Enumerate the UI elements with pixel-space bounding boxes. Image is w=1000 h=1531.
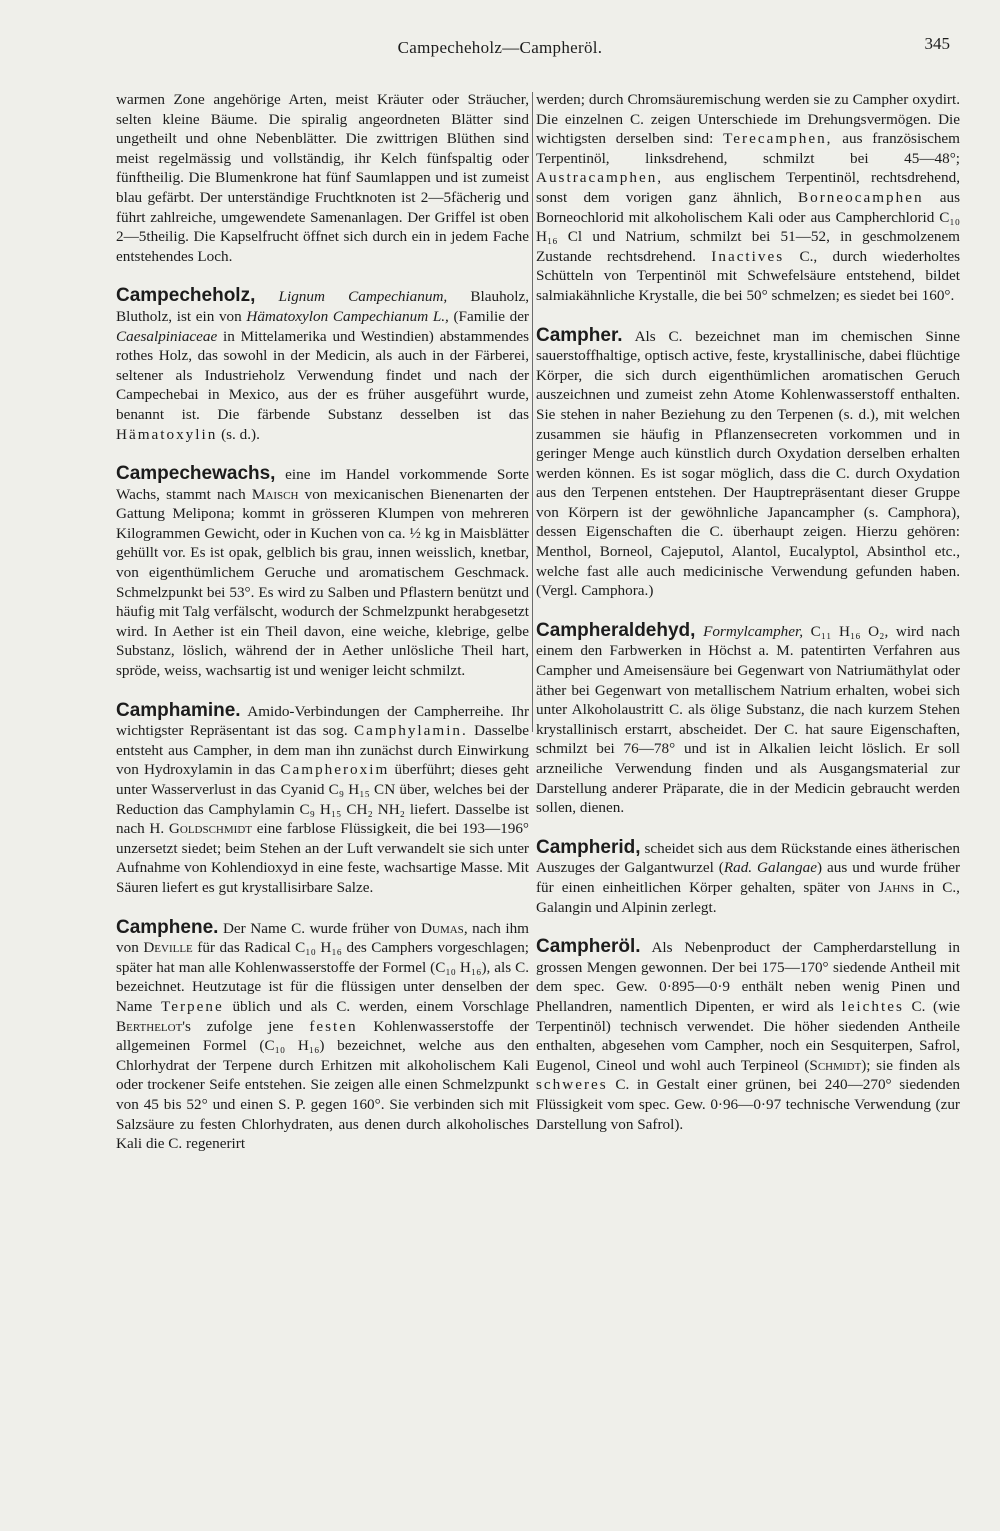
text-segment: 's zufolge jene xyxy=(182,1017,310,1035)
running-title: Campecheholz—Campheröl. xyxy=(397,38,603,57)
text-segment: Schmidt xyxy=(809,1056,862,1074)
text-segment: Terpene xyxy=(161,997,224,1015)
text-segment: in Mittelamerika und Westindien) abstammendes rothes Holz, das sowohl in der Medicin, als auch in der Färberei, seltener als Industrieholz Verwendung findet und nach der Campechebai in Mexico, aus der es früher ausgeführt wurde, benannt ist. Die färbende Substanz desselben ist das xyxy=(116,327,529,423)
headword-campechewachs: Campechewachs, xyxy=(116,463,276,485)
headword-campecheholz: Campecheholz, xyxy=(116,285,256,307)
right-column xyxy=(536,90,960,1134)
text-segment: Austracamphen, xyxy=(536,169,664,187)
text-segment: Goldschmidt xyxy=(168,820,252,838)
intro-paragraph-right xyxy=(536,90,960,306)
column-divider xyxy=(532,92,533,732)
page-number: 345 xyxy=(924,34,950,53)
text-segment: eine farblose Flüssigkeit, die bei 193—196° unzersetzt siedet; beim Stehen an der Luft verwandelt sie sich unter Aufnahme von Kohlendioxyd in eine feste, wachsartige Masse. Mit Säuren liefert es gut krystallisirbare Salze. xyxy=(116,820,530,896)
text-segment: (Familie der xyxy=(448,307,529,325)
text-segment: Dumas xyxy=(421,919,464,937)
text-segment: Borneocamphen xyxy=(798,188,924,206)
text-segment: C., durch wiederholtes Schütteln von Terpentinöl mit Schwefelsäure entstehend, bildet salmiakähnliche Krystalle, die bei 50° schmelzen; es siedet bei 160°. xyxy=(536,247,960,304)
text-segment: üblich und als C. werden, einem Vorschlage xyxy=(223,997,529,1015)
text-segment: werden; durch Chromsäuremischung werden sie zu Campher oxydirt. Die einzelnen C. zeigen Unterschiede im Drehungsvermögen. Die wichtigsten derselben sind: xyxy=(536,91,960,148)
text-segment: eine im Handel vorkommende Sorte Wachs, stammt nach xyxy=(116,466,529,503)
left-column xyxy=(116,90,529,1154)
entry-camphamine xyxy=(116,701,529,898)
text-segment: für das Radical C₁₀ H₁₆ des Camphers vorgeschlagen; später hat man alle Kohlenwasserstoffe der Formel (C₁₀ H₁₆), als C. bezeichnet. Heutzutage ist für die flüssigen unter denselben der Name xyxy=(116,939,530,1015)
entry-campechewachs xyxy=(116,464,529,681)
text-segment: schweres xyxy=(536,1076,608,1094)
text-segment: Dasselbe entsteht aus Campher, in dem man ihn zunächst durch Einwirkung von Hydroxylamin in das xyxy=(116,722,529,779)
text-segment: C. (wie Terpentinöl) technisch verwendet. Die höher siedenden Antheile enthalten, abgesehen vom Campher, noch ein Sesquiterpen, Safrol, Eugenol, Cineol und wohl auch Terpineol ( xyxy=(536,997,960,1074)
text-segment: Kohlenwasserstoffe der allgemeinen Formel (C₁₀ H₁₆) bezeichnet, welche aus den Chlorhydrat der Terpene durch Erhitzen mit alkoholischem Kali oder trockener Seife entstehen. Sie zeigen alle einen Schmelzpunkt von 45 bis 52° und einen S. P. gegen 160°. Sie verbinden sich mit Salzsäure zu festen Chlorhydraten, aus denen durch alkoholisches Kali die C. regenerirt xyxy=(116,1017,529,1153)
text-segment: ); sie finden als xyxy=(861,1056,960,1074)
text-segment: in C., Galangin und Alpinin zerlegt. xyxy=(536,878,960,916)
text-segment: C₁₁ H₁₆ O₂, wird nach einem den Farbwerken in Höchst a. M. patentirten Verfahren aus Campher und Ameisensäure bei Gegenwart von Natriumäthylat oder äther bei Gegenwart von metallischem Natrium erhalten, wobei sich unter Alkoholaustritt C. als ölige Substanz, die nach kurzem Stehen krystallinisch erstarrt, abscheidet. Der C. hat saure Eigenschaften, schmilzt bei 76—78° und ist in Alkalien leicht löslich. Er soll arzneiliche Verwendung finden und als Ausgangsmaterial zur Darstellung anderer Präparate, die in der Medicin gebraucht werden sollen, dienen. xyxy=(536,622,960,817)
headword-campherid: Campherid, xyxy=(536,836,641,858)
text-segment: Lignum Campechianum, xyxy=(278,288,448,306)
entry-campheraldehyd xyxy=(536,621,960,818)
text-segment: Rad. Galangae xyxy=(723,859,817,877)
text-segment: Maisch xyxy=(251,485,299,503)
text-segment xyxy=(695,623,703,640)
text-segment: Campheroxim xyxy=(280,761,390,779)
entry-campecheholz xyxy=(116,286,529,444)
text-segment: (s. d.). xyxy=(217,425,260,443)
headword-camphene: Camphene. xyxy=(116,916,219,938)
text-segment: aus Borneochlorid mit alkoholischem Kali oder aus Campherchlorid C₁₀ H₁₆ Cl und Natrium, schmilzt bei 51—52, in geschmolzenem Zustande rechtsdrehend. xyxy=(536,188,961,265)
text-segment: Caesalpiniaceae xyxy=(116,327,218,345)
text-segment: Inactives xyxy=(711,247,785,265)
text-segment: Deville xyxy=(143,939,193,957)
text-segment: Als Nebenproduct der Campherdarstellung in grossen Mengen gewonnen. Der bei 175—170° siedende Antheil mit dem spec. Gew. 0·895—0·9 enthält neben wenig Pinen und Phellandren, namentlich Dipenten, er wird als xyxy=(536,939,960,1015)
text-segment: aus englischem Terpentinöl, rechtsdrehend, sonst dem vorigen ganz ähnlich, xyxy=(536,169,960,206)
text-segment: , nach ihm von xyxy=(116,919,529,957)
text-segment: C. in Gestalt einer grünen, bei 240—270° siedenden Flüssigkeit vom spec. Gew. 0·96—0·97 technische Verwendung (zur Darstellung von Safrol). xyxy=(536,1076,960,1133)
text-segment: scheidet sich aus dem Rückstande eines ätherischen Auszuges der Galgantwurzel ( xyxy=(536,839,960,877)
entry-campherid xyxy=(536,838,960,917)
text-segment: überführt; dieses geht unter Wasserverlust in das Cyanid C₉ H₁₅ CN über, welches bei der Reduction das Camphylamin C₉ H₁₅ CH₂ NH₂ liefert. Dasselbe ist nach H. xyxy=(116,761,529,838)
text-segment: Hämatoxylin xyxy=(116,425,218,443)
text-segment: Berthelot xyxy=(116,1017,183,1035)
entry-campheroel xyxy=(536,937,960,1134)
headword-campheroel: Campheröl. xyxy=(536,936,641,958)
text-segment: aus französischem Terpentinöl, linksdrehend, schmilzt bei 45—48°; xyxy=(536,130,960,167)
intro-paragraph-left: warmen Zone angehörige Arten, meist Kräuter oder Sträucher, selten kleine Bäume. Die spiralig angeordneten Blätter sind ungetheilt und ohne Nebenblätter. Die zwittrigen Blüthen sind meist regelmässig und vollständig, ihr Kelch fünfspaltig oder fünftheilig. Die Blumenkrone hat fünf Saumlappen und ist zumeist blau gefärbt. Der unterständige Fruchtknoten ist 2—5fächerig und führt zahlreiche, umgewendete Samenanlagen. Der Griffel ist oben 2—5theilig. Die Kapselfrucht öffnet sich durch ein in jedem Fache entstehendes Loch. xyxy=(116,91,529,265)
text-segment: von mexicanischen Bienenarten der Gattung Melipona; kommt in grösseren Klumpen von mehreren Kilogrammen Gewicht, oder in Kuchen von ca. ½ kg in Maisblätter gehüllt vor. Es ist opak, gelblich bis grau, innen weisslich, knetbar, von eigenthümlichem Geruche und aromatischem Geschmack. Schmelzpunkt bei 53°. Es wird zu Salben und Pflastern benützt und häufig mit Talg verfälscht, wodurch der Schmelzpunkt herabgesetzt wird. In Aether ist ein Theil davon, eine weiche, klebrige, gelbe Substanz, löslich, während der in Aether unlösliche Theil hart, spröde, weiss, wachsartig ist und weniger leicht schmilzt. xyxy=(116,485,529,680)
headword-campheraldehyd: Campheraldehyd, xyxy=(536,619,696,641)
text-segment: leichtes xyxy=(841,997,904,1015)
entry-campher xyxy=(536,326,960,601)
entry-camphene xyxy=(116,918,529,1154)
text-segment: Jahns xyxy=(878,878,915,896)
headword-campher: Campher. xyxy=(536,324,623,346)
text-segment: festen xyxy=(309,1017,358,1035)
text-segment: Amido-Verbindungen der Campherreihe. Ihr wichtigster Repräsentant ist das sog. xyxy=(116,702,529,740)
text-segment: Terecamphen, xyxy=(723,130,833,148)
text-segment: Als C. bezeichnet man im chemischen Sinne sauerstoffhaltige, optisch active, feste, krystallinische, dabei flüchtige Körper, die sich durch eigenthümlichen aromatischen Geruch auszeichnen und zumeist zehn Atome Kohlenwasserstoff enthalten. Sie stehen in naher Beziehung zu den Terpenen (s. d.), mit welchen zusammen sie häufig in Pflanzensecreten vorkommen und in geringer Menge auch künstlich durch Oxydation derselben erhalten werden können. Es ist sogar möglich, dass die C. durch Oxydation aus den Terpenen entstehen. Der Hauptrepräsentant dieser Gruppe von Körpern ist der gewöhnliche Japancampher (s. Camphora), dessen Eigenschaften die C. überhaupt zeigen. Hierzu gehören: Menthol, Borneol, Cajeputol, Alantol, Eucalyptol, Absinthol etc., welche fast alle auch medicinische Verwendung gefunden haben. (Vergl. Camphora.) xyxy=(536,327,960,600)
text-segment: Hämatoxylon Campechianum L., xyxy=(246,307,449,325)
text-segment: ) aus und wurde früher für einen einheitlichen Körper gehalten, später von xyxy=(536,859,960,896)
text-segment: Camphylamin. xyxy=(353,722,468,740)
headword-camphamine: Camphamine. xyxy=(116,699,241,721)
text-segment: Der Name C. wurde früher von xyxy=(218,919,422,937)
text-segment: Blauholz, Blutholz, ist ein von xyxy=(116,288,530,325)
text-segment: Formylcampher, xyxy=(703,622,804,640)
